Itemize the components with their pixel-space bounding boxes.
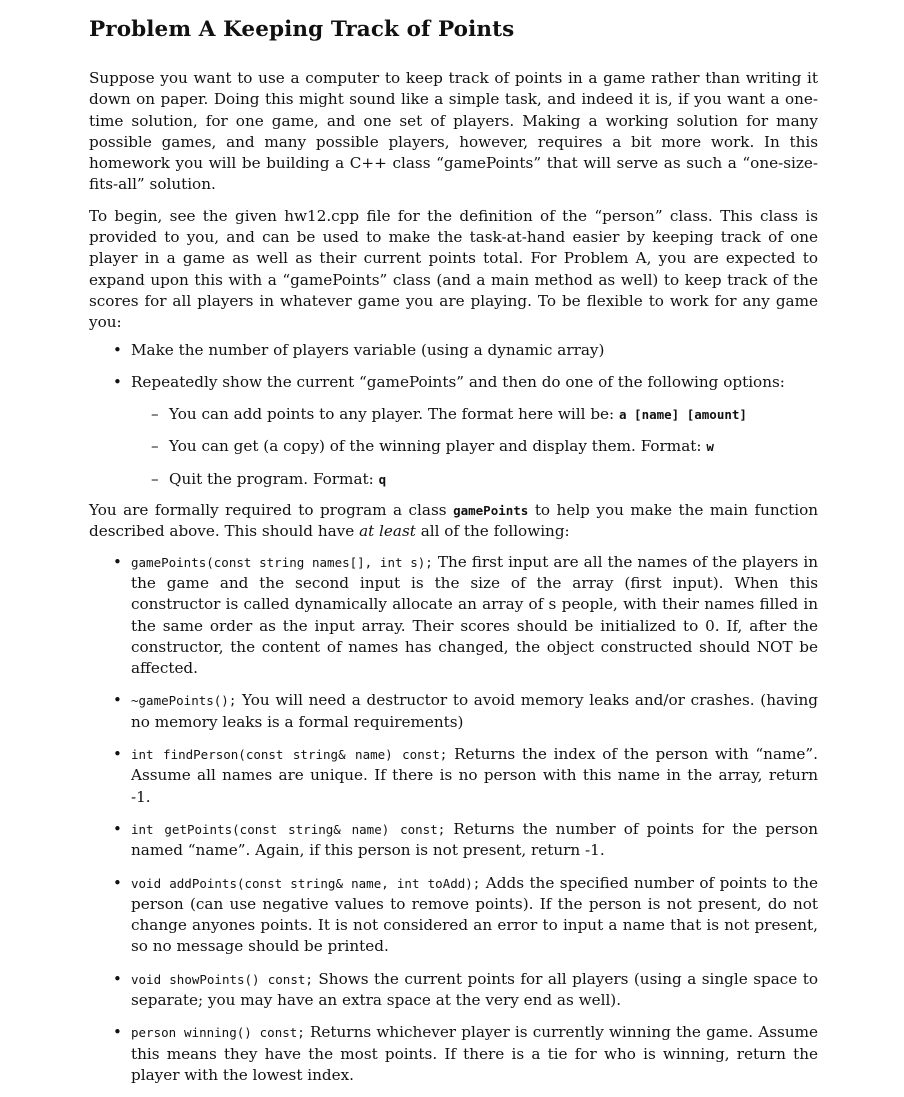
methods-list: [89, 552, 818, 1087]
dash-icon: –: [151, 405, 159, 424]
method-item: [89, 969, 818, 1012]
bullet-icon: •: [113, 372, 122, 391]
requirements-text: to help you make the main function described above. This should have: [89, 501, 819, 541]
method-signature: ~gamePoints();: [131, 693, 237, 709]
bullet-icon: •: [113, 745, 122, 764]
bullet-icon: •: [113, 691, 122, 710]
begin-paragraph: To begin, see the given hw12.cpp file for the definition of the “person” class. This class is provided to you, and can be used to make the task-at-hand easier by keeping track of one player in a game as well as their current points total. For Problem A, you are expected to expand upon this with a “gamePoints” class (and a main method as well) to keep track of the scores for all players in whatever game you are playing. To be flexible to work for any game you:: [89, 206, 818, 332]
method-item: [89, 552, 818, 680]
format-code: a [name] [amount]: [619, 407, 747, 423]
class-name-code: gamePoints: [453, 503, 529, 519]
bullet-icon: •: [113, 552, 122, 571]
method-signature: void showPoints() const;: [131, 971, 313, 987]
intro-paragraph: Suppose you want to use a computer to keep track of points in a game rather than writing it down on paper. Doing this might sound like a simple task, and indeed it is, if you want a one-time solution, for one game, and one set of players. Making a working solution for many possible games, and many possible players, however, requires a bit more work. In this homework you will be building a C++ class “gamePoints” that will serve as such a “one-size-fits-all” solution.: [89, 69, 818, 194]
method-item: [89, 1022, 818, 1086]
method-signature: int getPoints(const string& name) const;: [131, 821, 446, 837]
bullet-icon: •: [113, 819, 122, 838]
list-item: [131, 436, 818, 457]
format-code: w: [706, 439, 714, 455]
sub-option-text: You can add points to any player. The format here will be:: [169, 405, 615, 424]
option-text: Repeatedly show the current “gamePoints” and then do one of the following options:: [131, 372, 785, 391]
method-item: [89, 744, 818, 808]
method-description: You will need a destructor to avoid memory leaks and/or crashes. (having no memory leaks is a formal requirements): [131, 691, 818, 731]
method-signature: void addPoints(const string& name, int toAdd);: [131, 875, 481, 891]
method-signature: gamePoints(const string names[], int s);: [131, 554, 433, 570]
bullet-icon: •: [113, 340, 122, 359]
bullet-icon: •: [113, 969, 122, 988]
bullet-icon: •: [113, 873, 122, 892]
sub-option-text: You can get (a copy) of the winning player and display them. Format:: [169, 437, 702, 456]
emphasis-text: at least: [359, 522, 416, 541]
method-item: [89, 873, 818, 958]
requirements-text: You are formally required to program a class: [89, 501, 447, 520]
list-item: [131, 469, 818, 490]
requirements-paragraph: [89, 500, 818, 543]
method-description: Adds the specified number of points to the person (can use negative values to remove points). If the person is not present, do not change anyones points. It is not considered an error to input a name that is not present, so no message should be printed.: [131, 873, 818, 956]
method-description: Shows the current points for all players (using a single space to separate; you may have an extra space at the very end as well).: [131, 969, 818, 1009]
bullet-icon: •: [113, 1023, 122, 1042]
requirements-text: all of the following:: [420, 522, 570, 541]
list-item: [89, 372, 818, 490]
problem-title: Problem A Keeping Track of Points: [89, 17, 515, 42]
sub-option-text: Quit the program. Format:: [169, 469, 374, 488]
format-code: q: [378, 471, 387, 487]
list-item: [131, 404, 818, 425]
method-description: Returns the index of the person with “name”. Assume all names are unique. If there is no person with this name in the array, return -1.: [131, 745, 818, 806]
method-signature: int findPerson(const string& name) const;: [131, 747, 448, 763]
list-item: [89, 340, 818, 361]
dash-icon: –: [151, 469, 159, 488]
method-item: [89, 819, 818, 862]
method-description: Returns the number of points for the person named “name”. Again, if this person is not present, return -1.: [131, 819, 819, 860]
document-body: [89, 68, 818, 1097]
option-text: Make the number of players variable (using a dynamic array): [131, 340, 605, 359]
sub-options-list: [131, 404, 818, 490]
method-description: The first input are all the names of the players in the game and the second input is the size of the array (first input). When this constructor is called dynamically allocate an array of s people, with their names filled in the same order as the input array. Their scores should be initialized to 0. If, after the constructor, the content of names has changed, the object constructed should NOT be affected.: [131, 552, 818, 678]
method-signature: person winning() const;: [131, 1025, 305, 1041]
method-item: [89, 690, 818, 733]
dash-icon: –: [151, 437, 159, 456]
options-list: [89, 340, 818, 490]
method-description: Returns whichever player is currently winning the game. Assume this means they have the most points. If there is a tie for who is winning, return the player with the lowest index.: [131, 1023, 818, 1084]
